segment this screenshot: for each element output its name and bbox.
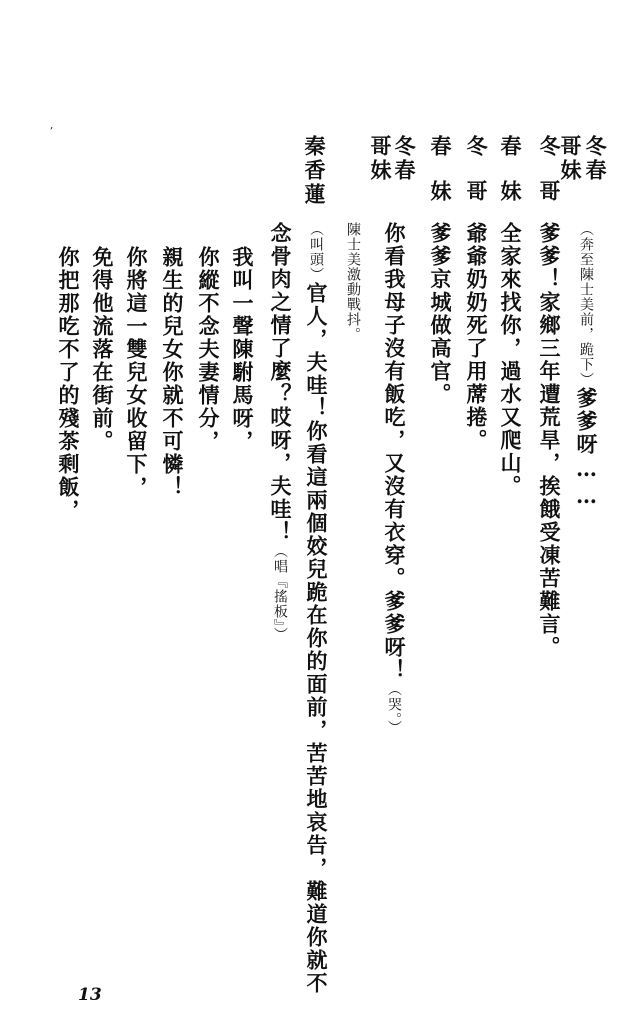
- lyric-line-6: 你把那吃不了的殘茶剩飯，: [56, 246, 81, 522]
- lyric-line-4: 你將這一雙兒女收留下，: [124, 246, 149, 499]
- stage-direction-chen: 陳士美激動戰抖。: [345, 222, 361, 342]
- line-9: 念骨肉之情了麼？哎呀，夫哇！（唱『搖板』）: [268, 222, 293, 642]
- margin-mark: ‚: [50, 120, 54, 131]
- speaker-chunmei-3: 春: [498, 135, 523, 159]
- stage-direction-jiaotou: （叫頭）: [308, 222, 324, 282]
- line-2: 爹爹！家鄉三年遭荒旱，挨餓受凍苦難言。: [537, 222, 562, 659]
- line-3: 全家來找你，過水又爬山。: [498, 222, 523, 498]
- speaker-pair-line2-1: 哥妹: [558, 135, 583, 183]
- stage-direction-cry: （哭。）: [386, 682, 402, 735]
- page-number: 13: [78, 985, 102, 1005]
- lyric-line-3: 親生的兒女你就不可憐！: [160, 246, 185, 499]
- line-4: 爺爺奶奶死了用蓆捲。: [464, 222, 489, 452]
- speaker-dongge-chunmei-1: 冬春: [583, 135, 608, 183]
- speaker-chunmei-5b: 妹: [428, 180, 453, 204]
- speaker-pair-6: 冬春: [392, 135, 417, 183]
- speaker-dongge-4: 冬: [464, 135, 489, 159]
- line-6: 你看我母子沒有飯吃，又沒有衣穿。爹爹呀！（哭。）: [382, 222, 407, 735]
- speaker-chunmei-5: 春: [428, 135, 453, 159]
- stage-direction-sing: （唱『搖板』）: [272, 544, 288, 642]
- line-5: 爹爹京城做高官。: [428, 222, 453, 406]
- speaker-dongge-2b: 哥: [537, 180, 562, 204]
- dialogue-text: 爹爹呀……: [574, 387, 599, 510]
- speaker-dongge-4b: 哥: [464, 180, 489, 204]
- line-1: [576, 222, 597, 510]
- stage-direction: （奔至陳士美前，跪下）: [578, 222, 594, 387]
- line-8: （叫頭）官人，夫哇！你看這兩個姣兒跪在你的面前，苦苦地哀告，難道你就不: [304, 222, 329, 995]
- lyric-line-2: 你縱不念夫妻情分，: [196, 246, 221, 453]
- speaker-chunmei-3b: 妹: [498, 180, 523, 204]
- speaker-dongge-2: 冬: [537, 135, 562, 159]
- lyric-line-1: 我叫一聲陳駙馬呀，: [230, 246, 255, 453]
- speaker-pair-6b: 哥妹: [368, 135, 393, 183]
- lyric-line-5: 免得他流落在街前。: [90, 246, 115, 453]
- speaker-qinxianglian: 秦香蓮: [302, 135, 327, 207]
